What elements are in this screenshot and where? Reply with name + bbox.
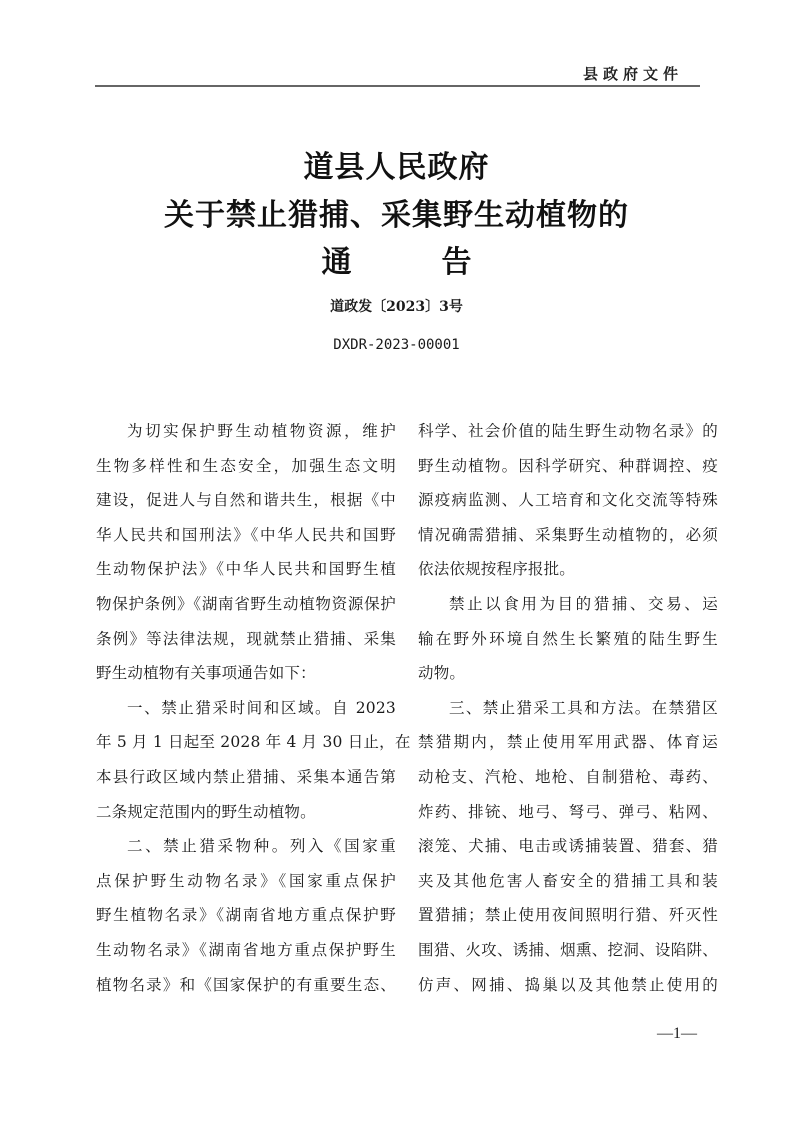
body-text-line: 本县行政区域内禁止猎捕、采集本通告第 bbox=[96, 767, 396, 786]
body-text-line: 三、禁止猎采工具和方法。在禁猎区 bbox=[449, 698, 718, 717]
body-text-line: 植物名录》和《国家保护的有重要生态、 bbox=[96, 975, 396, 994]
title-type-char-2: 告 bbox=[441, 245, 472, 280]
body-text-line: 为切实保护野生动植物资源，维护 bbox=[127, 422, 396, 440]
body-text-line: 野生动植物有关事项通告如下： bbox=[96, 664, 316, 683]
body-text-line: 华人民共和国刑法》《中华人民共和国野 bbox=[96, 525, 396, 544]
body-text-line: 二条规定范围内的野生动植物。 bbox=[96, 802, 316, 821]
body-text-line: 滚笼、犬捕、电击或诱捕装置、猎套、猎 bbox=[418, 837, 718, 856]
header-rule bbox=[95, 85, 700, 87]
body-text-line: 围猎、火攻、诱捕、烟熏、挖洞、设陷阱、 bbox=[418, 940, 718, 959]
body-text-line: 情况确需猎捕、采集野生动植物的，必须 bbox=[418, 525, 718, 544]
body-text-line: 动枪支、汽枪、地枪、自制猎枪、毒药、 bbox=[418, 767, 718, 786]
title-subject: 关于禁止猎捕、采集野生动植物的 bbox=[164, 198, 629, 233]
body-text-line: 物保护条例》《湖南省野生动植物资源保护 bbox=[96, 594, 396, 613]
body-text-line: 科学、社会价值的陆生野生动物名录》的 bbox=[418, 422, 718, 440]
body-text-line: 禁猎期内，禁止使用军用武器、体育运 bbox=[418, 733, 718, 752]
title-type bbox=[0, 237, 793, 281]
body-text-line: 年 5 月 1 日起至 2028 年 4 月 30 日止，在 bbox=[96, 733, 411, 752]
body-text-line: 野生动植物。因科学研究、种群调控、疫 bbox=[418, 456, 718, 475]
body-right-column bbox=[418, 414, 718, 1002]
title-type-char-1: 通 bbox=[321, 245, 352, 280]
body-left-column bbox=[96, 414, 411, 1002]
body-text-line: 生动物名录》《湖南省地方重点保护野生 bbox=[96, 940, 396, 959]
page-number: —1— bbox=[657, 1025, 697, 1042]
body-text-line: 一、禁止猎采时间和区域。自 2023 bbox=[127, 698, 396, 717]
body-text-line: 条例》等法律法规，现就禁止猎捕、采集 bbox=[96, 629, 396, 648]
title-issuer: 道县人民政府 bbox=[303, 150, 490, 185]
body-text-line: 动物。 bbox=[418, 664, 466, 683]
body-text-line: 源疫病监测、人工培育和文化交流等特殊 bbox=[418, 491, 718, 510]
document-number: 道政发〔2023〕3号 bbox=[330, 299, 463, 315]
body-text-line: 炸药、排铳、地弓、弩弓、弹弓、粘网、 bbox=[418, 802, 718, 821]
body-text-line: 生动物保护法》《中华人民共和国野生植 bbox=[96, 560, 396, 579]
body-text-line: 禁止以食用为目的猎捕、交易、运 bbox=[449, 594, 718, 613]
body-text-line: 置猎捕；禁止使用夜间照明行猎、歼灭性 bbox=[418, 906, 718, 925]
body-text-line: 生物多样性和生态安全，加强生态文明 bbox=[96, 456, 396, 475]
body-text-line: 野生植物名录》《湖南省地方重点保护野 bbox=[96, 906, 396, 925]
body-text-line: 建设，促进人与自然和谐共生，根据《中 bbox=[96, 491, 396, 510]
header-label: 县政府文件 bbox=[582, 65, 683, 83]
body-text-line: 二、禁止猎采物种。列入《国家重 bbox=[127, 837, 396, 856]
body-text-line: 依法依规按程序报批。 bbox=[418, 560, 576, 579]
document-id: DXDR-2023-00001 bbox=[333, 337, 460, 353]
body-text-line: 点保护野生动物名录》《国家重点保护 bbox=[96, 871, 396, 890]
body-text-line: 输在野外环境自然生长繁殖的陆生野生 bbox=[418, 629, 718, 648]
body-text-line: 夹及其他危害人畜安全的猎捕工具和装 bbox=[418, 871, 718, 890]
body-text-line: 仿声、网捕、捣巢以及其他禁止使用的 bbox=[418, 975, 718, 994]
